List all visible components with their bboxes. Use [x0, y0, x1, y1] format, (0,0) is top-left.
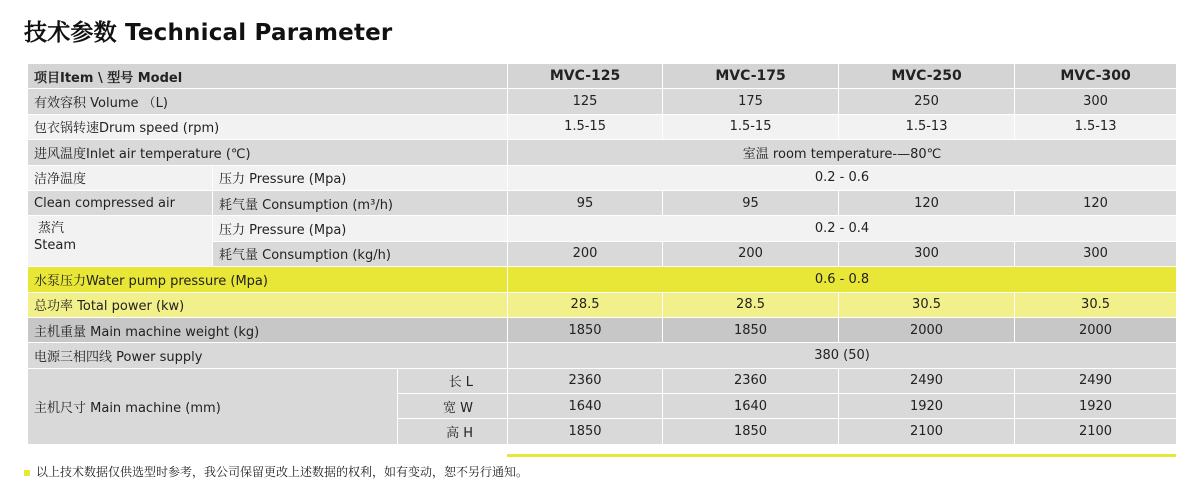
- row-label: 水泵压力Water pump pressure (Mpa): [28, 267, 508, 292]
- value-cell: 2490: [839, 368, 1015, 393]
- value-cell: 125: [508, 89, 663, 114]
- footnote: [24, 463, 528, 480]
- spec-table: [27, 63, 1177, 445]
- value-cell: 1850: [663, 317, 839, 342]
- value-cell: 120: [1015, 190, 1177, 215]
- value-cell: 200: [663, 241, 839, 266]
- value-cell: 95: [663, 190, 839, 215]
- value-cell: 28.5: [508, 292, 663, 317]
- model-header: MVC-125: [508, 64, 663, 89]
- value-cell: 2490: [1015, 368, 1177, 393]
- header-item-cell: 项目Item \ 型号 Model: [28, 64, 508, 89]
- value-cell: 250: [839, 89, 1015, 114]
- value-cell: 300: [1015, 89, 1177, 114]
- value-cell: 175: [663, 89, 839, 114]
- value-cell: 1640: [663, 394, 839, 419]
- value-cell: 380 (50): [508, 343, 1177, 368]
- value-cell: 1920: [839, 394, 1015, 419]
- row-label: 主机尺寸 Main machine (mm): [28, 368, 398, 444]
- steam-label-cn: 蒸汽: [38, 221, 65, 237]
- row-label: 包衣锅转速Drum speed (rpm): [28, 114, 508, 139]
- value-cell: 2100: [1015, 419, 1177, 444]
- table-row-water-pump: [28, 267, 1177, 292]
- value-cell: 2100: [839, 419, 1015, 444]
- value-cell: 1.5-13: [1015, 114, 1177, 139]
- value-cell: 28.5: [663, 292, 839, 317]
- table-row-clean-air-consumption: [28, 190, 1177, 215]
- sub-label: 高 H: [398, 419, 508, 444]
- sub-label: 耗气量 Consumption (kg/h): [213, 241, 508, 266]
- bottom-accent-rule: [507, 454, 1176, 457]
- value-cell: 300: [1015, 241, 1177, 266]
- row-label: 有效容积 Volume （L): [28, 89, 508, 114]
- row-label: 电源三相四线 Power supply: [28, 343, 508, 368]
- page-title: 技术参数 Technical Parameter: [24, 20, 393, 46]
- sub-label: 耗气量 Consumption (m³/h): [213, 190, 508, 215]
- steam-label-en: Steam: [34, 238, 76, 254]
- table-row-total-power: [28, 292, 1177, 317]
- table-row-volume: [28, 89, 1177, 114]
- sub-label: 压力 Pressure (Mpa): [213, 216, 508, 241]
- row-label: 主机重量 Main machine weight (kg): [28, 317, 508, 342]
- table-row-steam-pressure: [28, 216, 1177, 241]
- row-label: [28, 216, 213, 267]
- value-cell: 1920: [1015, 394, 1177, 419]
- value-cell: 室温 room temperature-—80℃: [508, 140, 1177, 165]
- row-label: 洁净温度: [28, 165, 213, 190]
- value-cell: 2360: [508, 368, 663, 393]
- value-cell: 2000: [1015, 317, 1177, 342]
- value-cell: 200: [508, 241, 663, 266]
- table-row-inlet-air: [28, 140, 1177, 165]
- value-cell: 30.5: [839, 292, 1015, 317]
- model-header: MVC-175: [663, 64, 839, 89]
- footnote-text: 以上技术数据仅供选型时参考，我公司保留更改上述数据的权利，如有变动，恕不另行通知。: [36, 465, 529, 479]
- bullet-square-icon: [24, 470, 30, 476]
- table-row-weight: [28, 317, 1177, 342]
- sub-label: 长 L: [398, 368, 508, 393]
- value-cell: 1640: [508, 394, 663, 419]
- table-row-drum-speed: [28, 114, 1177, 139]
- value-cell: 1850: [663, 419, 839, 444]
- value-cell: 95: [508, 190, 663, 215]
- table-row-clean-air-pressure: [28, 165, 1177, 190]
- value-cell: 0.2 - 0.6: [508, 165, 1177, 190]
- value-cell: 1.5-15: [663, 114, 839, 139]
- table-header-row: [28, 64, 1177, 89]
- model-header: MVC-250: [839, 64, 1015, 89]
- table-row-dimension-length: [28, 368, 1177, 393]
- table-row-power-supply: [28, 343, 1177, 368]
- value-cell: 0.6 - 0.8: [508, 267, 1177, 292]
- value-cell: 1.5-15: [508, 114, 663, 139]
- value-cell: 0.2 - 0.4: [508, 216, 1177, 241]
- value-cell: 1850: [508, 419, 663, 444]
- sub-label: 宽 W: [398, 394, 508, 419]
- value-cell: 1850: [508, 317, 663, 342]
- value-cell: 30.5: [1015, 292, 1177, 317]
- row-label: 总功率 Total power (kw): [28, 292, 508, 317]
- value-cell: 120: [839, 190, 1015, 215]
- value-cell: 300: [839, 241, 1015, 266]
- row-label: Clean compressed air: [28, 190, 213, 215]
- value-cell: 2000: [839, 317, 1015, 342]
- model-header: MVC-300: [1015, 64, 1177, 89]
- value-cell: 1.5-13: [839, 114, 1015, 139]
- sub-label: 压力 Pressure (Mpa): [213, 165, 508, 190]
- row-label: 进风温度Inlet air temperature (℃): [28, 140, 508, 165]
- value-cell: 2360: [663, 368, 839, 393]
